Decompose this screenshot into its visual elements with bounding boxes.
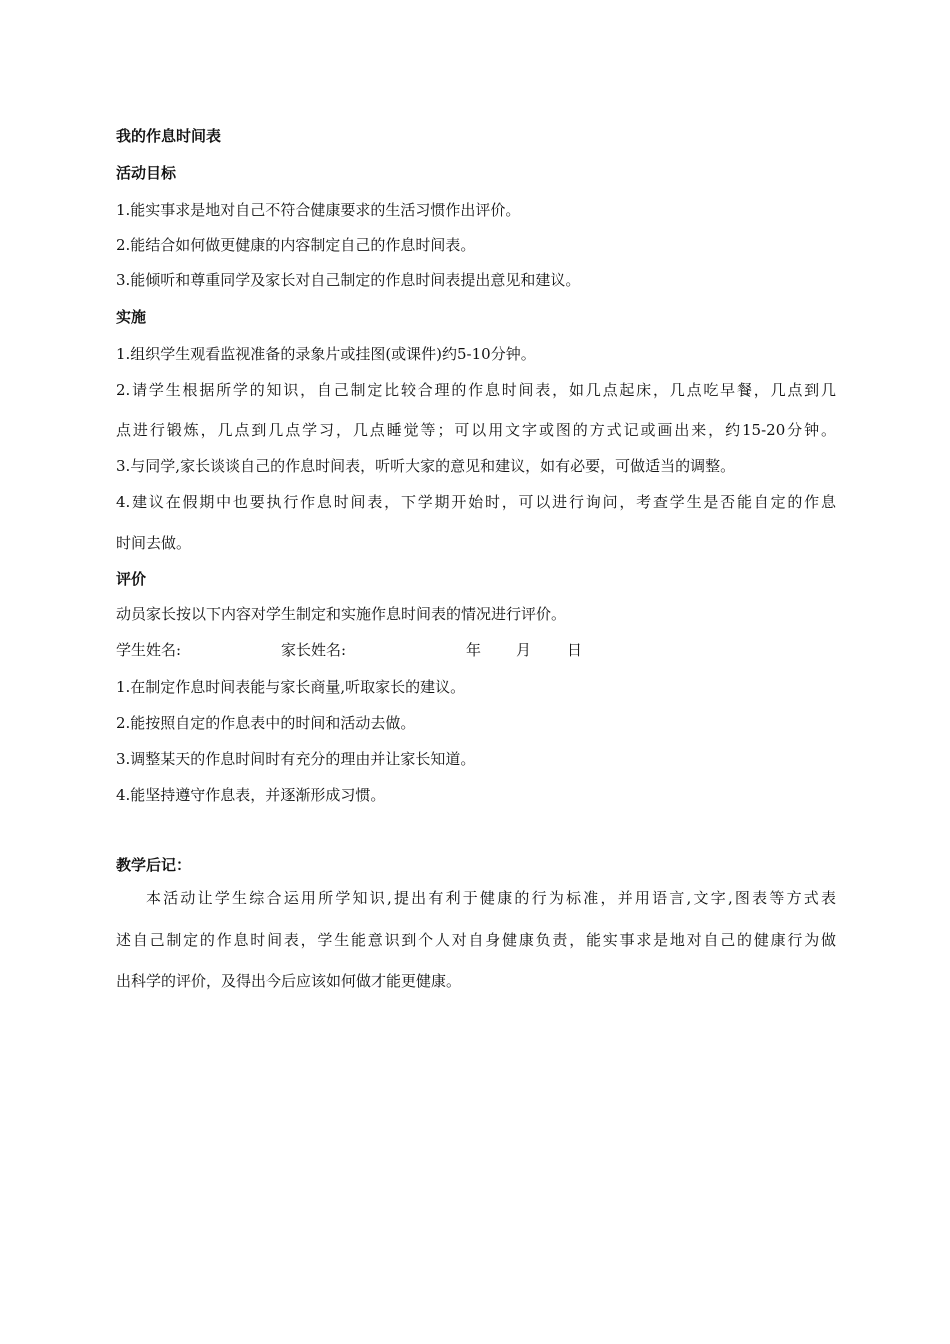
criteria-item: 1.在制定作息时间表能与家长商量,听取家长的建议。 [116,678,466,696]
criteria-item: 4.能坚持遵守作息表，并逐渐形成习惯。 [116,786,386,804]
evaluation-heading: 评价 [116,570,147,588]
signature-fields-row [116,640,836,660]
student-name-label: 学生姓名: [116,641,182,659]
teaching-notes-paragraph-continued: 述自己制定的作息时间表，学生能意识到个人对自身健康负责，能实事求是地对自己的健康行为做 [116,931,836,949]
parent-name-label: 家长姓名: [281,641,347,659]
day-label: 日 [567,641,583,659]
teaching-notes-heading: 教学后记： [116,856,192,874]
month-label: 月 [516,641,532,659]
criteria-item: 3.调整某天的作息时间时有充分的理由并让家长知道。 [116,750,476,768]
implementation-item-continued: 点进行锻炼，几点到几点学习，几点睡觉等；可以用文字或图的方式记或画出来，约15-20分钟。 [116,421,836,439]
implementation-item: 1.组织学生观看监视准备的录象片或挂图(或课件)约5-10分钟。 [116,345,536,363]
goal-item: 1.能实事求是地对自己不符合健康要求的生活习惯作出评价。 [116,201,521,219]
teaching-notes-paragraph-continued: 出科学的评价，及得出今后应该如何做才能更健康。 [116,972,462,990]
implementation-item: 4.建议在假期中也要执行作息时间表，下学期开始时，可以进行询问，考查学生是否能自定的作息 [116,493,836,511]
document-title: 我的作息时间表 [116,127,222,145]
criteria-item: 2.能按照自定的作息表中的时间和活动去做。 [116,714,416,732]
goals-heading: 活动目标 [116,164,177,182]
evaluation-intro: 动员家长按以下内容对学生制定和实施作息时间表的情况进行评价。 [116,605,567,623]
goal-item: 2.能结合如何做更健康的内容制定自己的作息时间表。 [116,236,476,254]
implementation-item-continued: 时间去做。 [116,534,192,552]
implementation-item: 2.请学生根据所学的知识，自己制定比较合理的作息时间表，如几点起床，几点吃早餐，几点到几 [116,381,836,399]
goal-item: 3.能倾听和尊重同学及家长对自己制定的作息时间表提出意见和建议。 [116,271,581,289]
teaching-notes-paragraph: 本活动让学生综合运用所学知识,提出有利于健康的行为标准，并用语言,文字,图表等方式表 [146,889,836,907]
implementation-heading: 实施 [116,308,147,326]
year-label: 年 [466,641,482,659]
implementation-item: 3.与同学,家长谈谈自己的作息时间表，听听大家的意见和建议，如有必要，可做适当的调整。 [116,457,736,475]
